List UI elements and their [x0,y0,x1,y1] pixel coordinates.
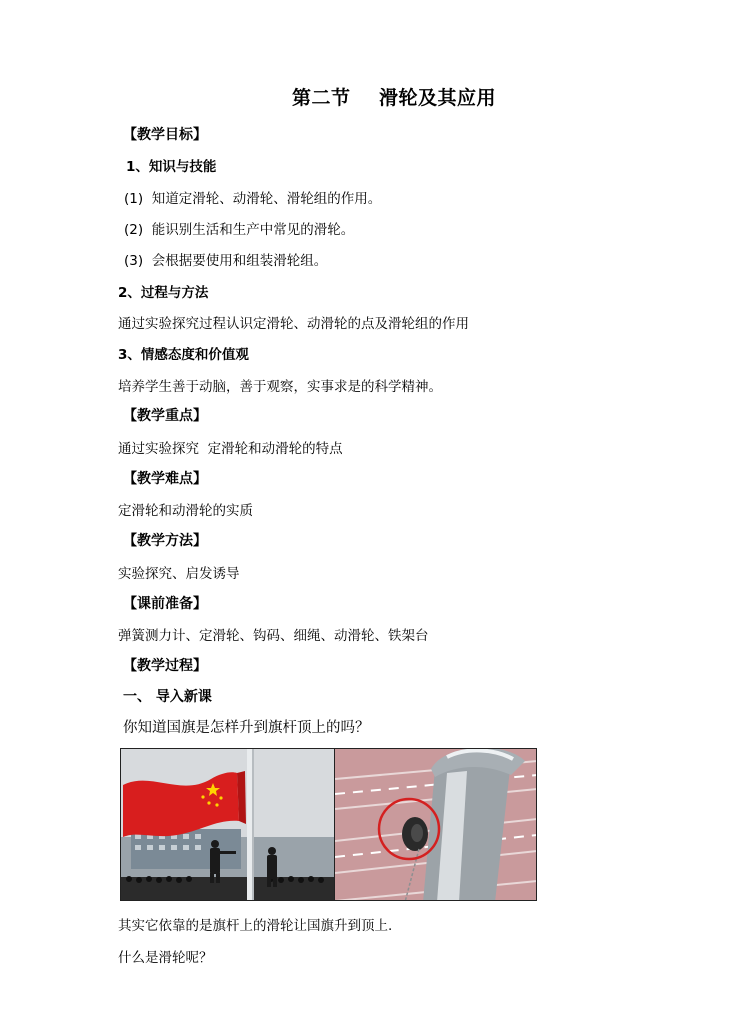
method-header: 【教学方法】 [123,533,207,549]
knowledge-item-1: (1) 知道定滑轮、动滑轮、滑轮组的作用。 [124,191,382,207]
process-text: 通过实验探究过程认识定滑轮、动滑轮的点及滑轮组的作用 [118,316,469,332]
attitude-text: 培养学生善于动脑，善于观察，实事求是的科学精神。 [118,379,442,395]
process-header: 2、过程与方法 [118,285,209,301]
pulley-closeup-photo [335,749,536,900]
teaching-process-header: 【教学过程】 [123,658,207,674]
knowledge-item-2: (2) 能识别生活和生产中常见的滑轮。 [124,222,355,238]
key-text: 通过实验探究 定滑轮和动滑轮的特点 [118,441,343,457]
difficult-header: 【教学难点】 [123,471,207,487]
photo-strip [120,748,537,901]
intro-header: 一、 导入新课 [123,689,212,705]
knowledge-item-3: (3) 会根据要使用和组装滑轮组。 [124,253,328,269]
flag-raising-photo [121,749,335,900]
page-title: 第二节 滑轮及其应用 [292,87,496,109]
difficult-text: 定滑轮和动滑轮的实质 [118,503,253,519]
method-text: 实验探究、启发诱导 [118,566,240,582]
objectives-header: 【教学目标】 [123,127,207,143]
question-text: 你知道国旗是怎样升到旗杆顶上的吗？ [123,720,370,736]
knowledge-header: 1、知识与技能 [126,159,217,175]
explain-text: 其实它依靠的是旗杆上的滑轮让国旗升到顶上. [118,918,393,934]
key-header: 【教学重点】 [123,408,207,424]
attitude-header: 3、情感态度和价值观 [118,347,249,363]
prep-header: 【课前准备】 [123,596,207,612]
what-text: 什么是滑轮呢？ [118,950,213,966]
prep-text: 弹簧测力计、定滑轮、钩码、细绳、动滑轮、铁架台 [118,628,429,644]
